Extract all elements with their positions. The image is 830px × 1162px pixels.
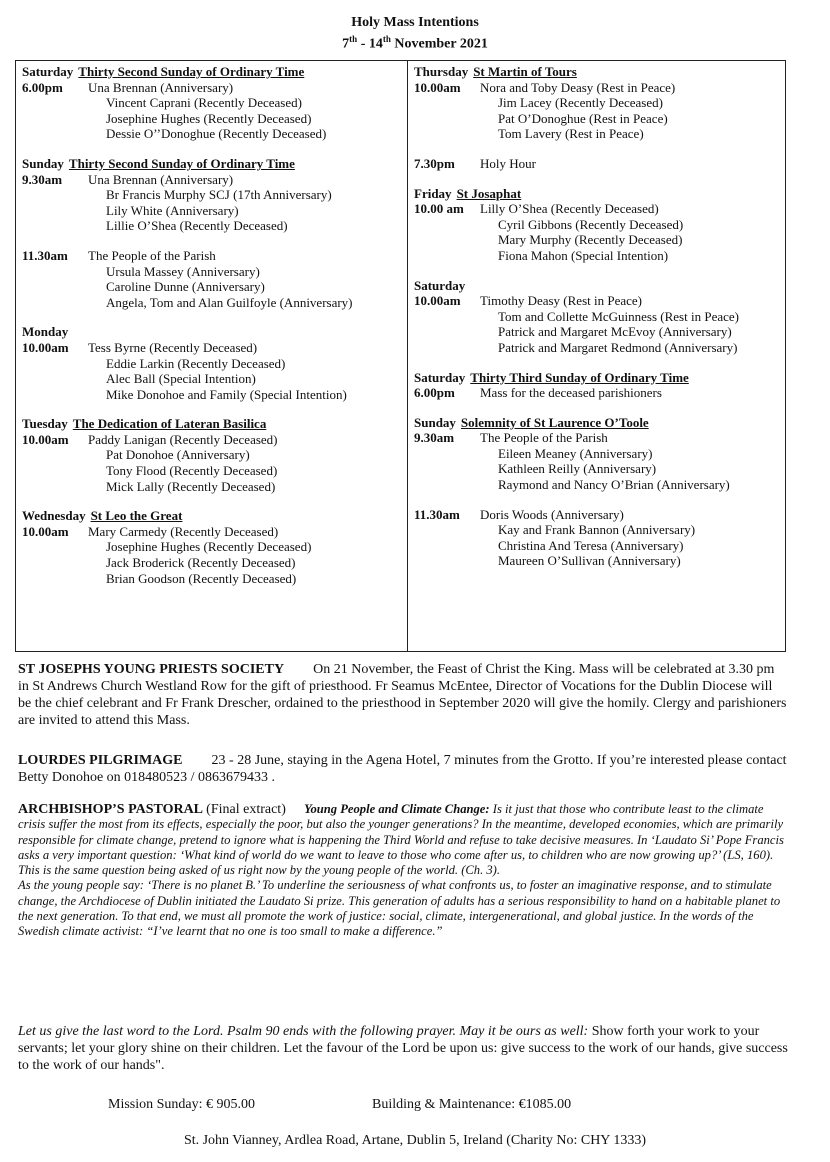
day-heading — [414, 278, 784, 294]
day-block — [414, 278, 784, 356]
feast-name: Thirty Second Sunday of Ordinary Time — [78, 64, 305, 79]
column-divider — [407, 61, 408, 651]
intention-name: Jim Lacey (Recently Deceased) — [498, 95, 663, 111]
day-name: Saturday — [22, 64, 74, 79]
intention-name: Holy Hour — [480, 155, 536, 171]
time-spacer — [22, 187, 84, 203]
time-spacer — [414, 217, 476, 233]
time-spacer — [414, 461, 476, 477]
time-spacer — [414, 324, 476, 340]
day-heading — [22, 156, 402, 172]
day-heading — [414, 186, 784, 202]
time-spacer — [22, 539, 84, 555]
intention-row — [22, 387, 402, 403]
time-spacer — [22, 387, 84, 403]
intention-row — [22, 539, 402, 555]
mass-time: 10.00am — [22, 339, 69, 355]
intention-name: Cyril Gibbons (Recently Deceased) — [498, 216, 684, 232]
intention-name: Tony Flood (Recently Deceased) — [106, 463, 278, 479]
intention-name: Josephine Hughes (Recently Deceased) — [106, 539, 312, 555]
intention-name: Tom Lavery (Rest in Peace) — [498, 126, 644, 142]
time-spacer — [22, 463, 84, 479]
intention-name: Patrick and Margaret Redmond (Anniversary) — [498, 339, 738, 355]
intention-row — [22, 463, 402, 479]
intention-row — [414, 293, 784, 309]
day-block — [414, 186, 784, 264]
intention-name: Eileen Meaney (Anniversary) — [498, 445, 653, 461]
mission-sunday-total: Mission Sunday: € 905.00 — [108, 1097, 256, 1112]
intention-name: Paddy Lanigan (Recently Deceased) — [88, 431, 278, 447]
intention-row — [414, 324, 784, 340]
time-spacer — [414, 538, 476, 554]
intention-name: Una Brennan (Anniversary) — [88, 79, 234, 95]
feast-name: Thirty Third Sunday of Ordinary Time — [470, 369, 689, 385]
intention-name: Mick Lally (Recently Deceased) — [106, 478, 276, 494]
date-tail: November 2021 — [390, 36, 488, 52]
time-spacer — [22, 447, 84, 463]
time-spacer — [414, 553, 476, 569]
day-name: Thursday — [414, 64, 469, 79]
intention-name: Tom and Collette McGuinness (Rest in Peace) — [498, 308, 739, 324]
intention-row — [414, 309, 784, 325]
intention-name: The People of the Parish — [88, 247, 216, 263]
young-priests-notice — [18, 661, 788, 729]
day-block — [22, 156, 402, 310]
intention-row — [414, 522, 784, 538]
page-header — [0, 14, 830, 53]
intention-name: Lily White (Anniversary) — [106, 202, 239, 218]
pastoral-subtitle: Young People and Climate Change: — [304, 802, 490, 816]
intention-row — [22, 203, 402, 219]
time-spacer — [22, 203, 84, 219]
intention-name: Jack Broderick (Recently Deceased) — [106, 555, 296, 571]
intention-row — [22, 279, 402, 295]
intention-name: Vincent Caprani (Recently Deceased) — [106, 95, 302, 111]
intention-name: Pat O’Donoghue (Rest in Peace) — [498, 110, 668, 126]
intention-row — [22, 371, 402, 387]
intention-row — [414, 477, 784, 493]
time-spacer — [22, 264, 84, 280]
time-spacer — [414, 477, 476, 493]
intention-name: Lillie O’Shea (Recently Deceased) — [106, 218, 288, 234]
day-heading — [414, 370, 784, 386]
intention-row — [414, 553, 784, 569]
intention-name: Patrick and Margaret McEvoy (Anniversary) — [498, 324, 732, 340]
time-spacer — [22, 571, 84, 587]
intention-name: Christina And Teresa (Anniversary) — [498, 537, 684, 553]
day-name: Friday — [414, 185, 452, 201]
notice-title: ST JOSEPHS YOUNG PRIESTS SOCIETY — [18, 662, 285, 677]
intention-row — [22, 356, 402, 372]
closing-text: Show forth your work to your servants; let your glory shine on their children. Let the favour of the Lord be upon us: give success to the work of our hands, give success to the work of our hands". — [18, 1024, 788, 1073]
mass-intentions-table — [15, 60, 786, 652]
time-spacer — [22, 479, 84, 495]
pastoral-text-2: As the young people say: ‘There is no planet B.’ To underline the seriousness of what confronts us, to foster an imaginative response, and to stimulate change, the Archdiocese of Dublin initiated the Laudato Si prize. This generation of adults has a serious responsibility to hand on a habitable planet to the next generation. To that end, we must all promote the work of justice: social, climate, intergenerational, and global justice. In the words of the Swedish climate activist: “I’ve learnt that no one is too small to make a difference.” — [18, 878, 781, 939]
date-end-sup: th — [382, 34, 391, 44]
intention-row — [22, 571, 402, 587]
intention-row — [414, 217, 784, 233]
date-start: 7 — [342, 36, 350, 52]
date-start-sup: th — [349, 34, 358, 44]
day-heading — [22, 324, 402, 340]
intention-row — [22, 248, 402, 264]
feast-name: St Leo the Great — [90, 508, 183, 524]
day-heading — [22, 508, 402, 524]
mass-time: 10.00 am — [414, 201, 464, 217]
time-spacer — [414, 340, 476, 356]
pastoral-notice — [18, 802, 788, 940]
feast-name: Thirty Second Sunday of Ordinary Time — [68, 155, 295, 171]
feast-name: The Dedication of Lateran Basilica — [72, 416, 267, 432]
intention-row — [22, 295, 402, 311]
intention-row — [414, 430, 784, 446]
feast-name: St Martin of Tours — [473, 64, 577, 79]
mass-time: 10.00am — [22, 431, 69, 447]
time-spacer — [414, 522, 476, 538]
intention-name: Josephine Hughes (Recently Deceased) — [106, 110, 312, 126]
intention-name: Eddie Larkin (Recently Deceased) — [106, 355, 286, 371]
intention-row — [414, 126, 784, 142]
mass-time: 10.00am — [414, 79, 461, 95]
intention-name: Caroline Dunne (Anniversary) — [106, 279, 265, 295]
day-name: Sunday — [414, 414, 456, 430]
day-heading — [414, 415, 784, 431]
intention-row — [414, 507, 784, 523]
intention-row — [22, 126, 402, 142]
time-spacer — [414, 446, 476, 462]
intention-name: Mike Donohoe and Family (Special Intention) — [106, 386, 347, 402]
intention-name: Pat Donohoe (Anniversary) — [106, 447, 250, 463]
time-spacer — [414, 248, 476, 264]
intention-row — [414, 538, 784, 554]
intention-name: Lilly O’Shea (Recently Deceased) — [480, 201, 659, 217]
time-spacer — [22, 218, 84, 234]
day-name: Tuesday — [22, 416, 68, 432]
parish-footer: St. John Vianney, Ardlea Road, Artane, Dublin 5, Ireland (Charity No: CHY 1333) — [183, 1133, 647, 1148]
mass-time: 11.30am — [414, 506, 460, 522]
intention-name: Maureen O’Sullivan (Anniversary) — [498, 553, 681, 569]
closing-prayer — [18, 1023, 788, 1074]
intention-name: Ursula Massey (Anniversary) — [106, 263, 260, 279]
notice-text: 23 - 28 June, staying in the Agena Hotel, 7 minutes from the Grotto. If you’re interested please contact Betty Donohoe on 018480523 / 0863679433 . — [18, 753, 787, 785]
intention-row — [22, 432, 402, 448]
time-spacer — [22, 555, 84, 571]
mass-time: 11.30am — [22, 247, 68, 263]
intention-row — [22, 172, 402, 188]
time-spacer — [414, 232, 476, 248]
day-block — [22, 324, 402, 402]
intention-row — [22, 95, 402, 111]
intention-row — [414, 461, 784, 477]
time-spacer — [22, 279, 84, 295]
intention-name: Fiona Mahon (Special Intention) — [498, 247, 669, 263]
intention-name: Una Brennan (Anniversary) — [88, 171, 234, 187]
intention-row — [414, 201, 784, 217]
intention-name: Angela, Tom and Alan Guilfoyle (Anniversary) — [106, 294, 353, 310]
notice-title: LOURDES PILGRIMAGE — [18, 753, 183, 768]
day-block — [414, 64, 784, 172]
day-heading — [22, 64, 402, 80]
date-range — [0, 31, 830, 53]
time-spacer — [22, 126, 84, 142]
intention-row — [414, 80, 784, 96]
left-column — [22, 64, 402, 600]
feast-name: St Josaphat — [456, 185, 522, 201]
day-name: Saturday — [414, 369, 466, 385]
intention-name: Kathleen Reilly (Anniversary) — [498, 461, 657, 477]
date-mid: - 14 — [357, 36, 383, 52]
intention-name: Nora and Toby Deasy (Rest in Peace) — [480, 79, 676, 95]
day-block — [22, 508, 402, 586]
intention-row — [22, 80, 402, 96]
day-name: Monday — [22, 324, 69, 340]
notice-text: On 21 November, the Feast of Christ the King. Mass will be celebrated at 3.30 pm in St Andrews Church Westland Row for the gift of priesthood. Fr Seamus McEntee, Director of Vocations for the Dublin Diocese will be the chief celebrant and Fr Frank Drescher, ordained to the priesthood in September 2020 will give the homily. Clergy and parishioners are invited to attend this Mass. — [18, 662, 787, 728]
intention-row — [22, 555, 402, 571]
day-name: Wednesday — [22, 508, 86, 524]
mass-time: 6.00pm — [414, 385, 455, 401]
pastoral-extract: (Final extract) — [206, 802, 286, 817]
day-block — [414, 370, 784, 401]
day-block — [22, 64, 402, 142]
intention-name: Dessie O’’Donoghue (Recently Deceased) — [106, 126, 327, 142]
intention-name: Raymond and Nancy O’Brian (Anniversary) — [498, 477, 730, 493]
day-name: Saturday — [414, 277, 466, 293]
intention-row — [414, 248, 784, 264]
intention-row — [414, 340, 784, 356]
intention-row — [22, 447, 402, 463]
day-name: Sunday — [22, 155, 64, 171]
mass-time: 7.30pm — [414, 155, 455, 171]
intention-name: The People of the Parish — [480, 430, 608, 446]
time-spacer — [22, 111, 84, 127]
page-title: Holy Mass Intentions — [351, 15, 479, 30]
time-spacer — [414, 95, 476, 111]
intention-row — [414, 232, 784, 248]
mass-time: 10.00am — [414, 293, 461, 309]
intention-name: Tess Byrne (Recently Deceased) — [88, 339, 258, 355]
intention-row — [414, 156, 784, 172]
intention-name: Alec Ball (Special Intention) — [106, 371, 256, 387]
closing-intro: Let us give the last word to the Lord. Psalm 90 ends with the following prayer. May it be ours as well: — [18, 1024, 589, 1039]
intention-name: Kay and Frank Bannon (Anniversary) — [498, 522, 696, 538]
time-spacer — [414, 126, 476, 142]
right-column — [414, 64, 784, 583]
pastoral-text-1: Is it just that those who contribute least to the climate crisis suffer the most from its effects, especially the poor, but also the younger generations? In the meantime, developed economies, which are primarily responsible for climate change, pretend to ignore what is happening the Third World and refuse to take decisive measures. In ‘Laudato Si’ Pope Francis asks a very important question: ‘What kind of world do we want to leave to those who come after us, to children who are now growing up?’ (LS, 160). This is the same question being asked of us right now by the young people of the world. (Ch. 3). — [18, 802, 784, 878]
lourdes-notice — [18, 752, 788, 786]
intention-row — [414, 95, 784, 111]
intention-row — [22, 218, 402, 234]
time-spacer — [414, 111, 476, 127]
day-heading — [414, 64, 784, 80]
intention-row — [22, 524, 402, 540]
day-heading — [22, 416, 402, 432]
intention-row — [414, 385, 784, 401]
mass-time: 9.30am — [22, 171, 63, 187]
time-spacer — [22, 371, 84, 387]
intention-row — [22, 111, 402, 127]
mass-time: 10.00am — [22, 523, 69, 539]
intention-name: Br Francis Murphy SCJ (17th Anniversary) — [106, 187, 332, 203]
time-spacer — [22, 295, 84, 311]
day-block — [22, 416, 402, 494]
intention-name: Timothy Deasy (Rest in Peace) — [480, 293, 642, 309]
intention-row — [22, 264, 402, 280]
intention-row — [22, 479, 402, 495]
intention-row — [22, 340, 402, 356]
notice-title: ARCHBISHOP’S PASTORAL — [18, 802, 204, 817]
intention-name: Brian Goodson (Recently Deceased) — [106, 570, 297, 586]
feast-name: Solemnity of St Laurence O’Toole — [460, 414, 649, 430]
intention-row — [22, 187, 402, 203]
mass-time: 6.00pm — [22, 79, 63, 95]
intention-name: Mary Carmedy (Recently Deceased) — [88, 523, 279, 539]
intention-row — [414, 446, 784, 462]
intention-name: Mary Murphy (Recently Deceased) — [498, 232, 683, 248]
day-block — [414, 415, 784, 569]
intention-name: Doris Woods (Anniversary) — [480, 506, 624, 522]
time-spacer — [22, 356, 84, 372]
intention-row — [414, 111, 784, 127]
building-maintenance-total: Building & Maintenance: €1085.00 — [372, 1097, 572, 1112]
mass-time: 9.30am — [414, 430, 455, 446]
time-spacer — [22, 95, 84, 111]
time-spacer — [414, 309, 476, 325]
intention-name: Mass for the deceased parishioners — [480, 385, 662, 401]
